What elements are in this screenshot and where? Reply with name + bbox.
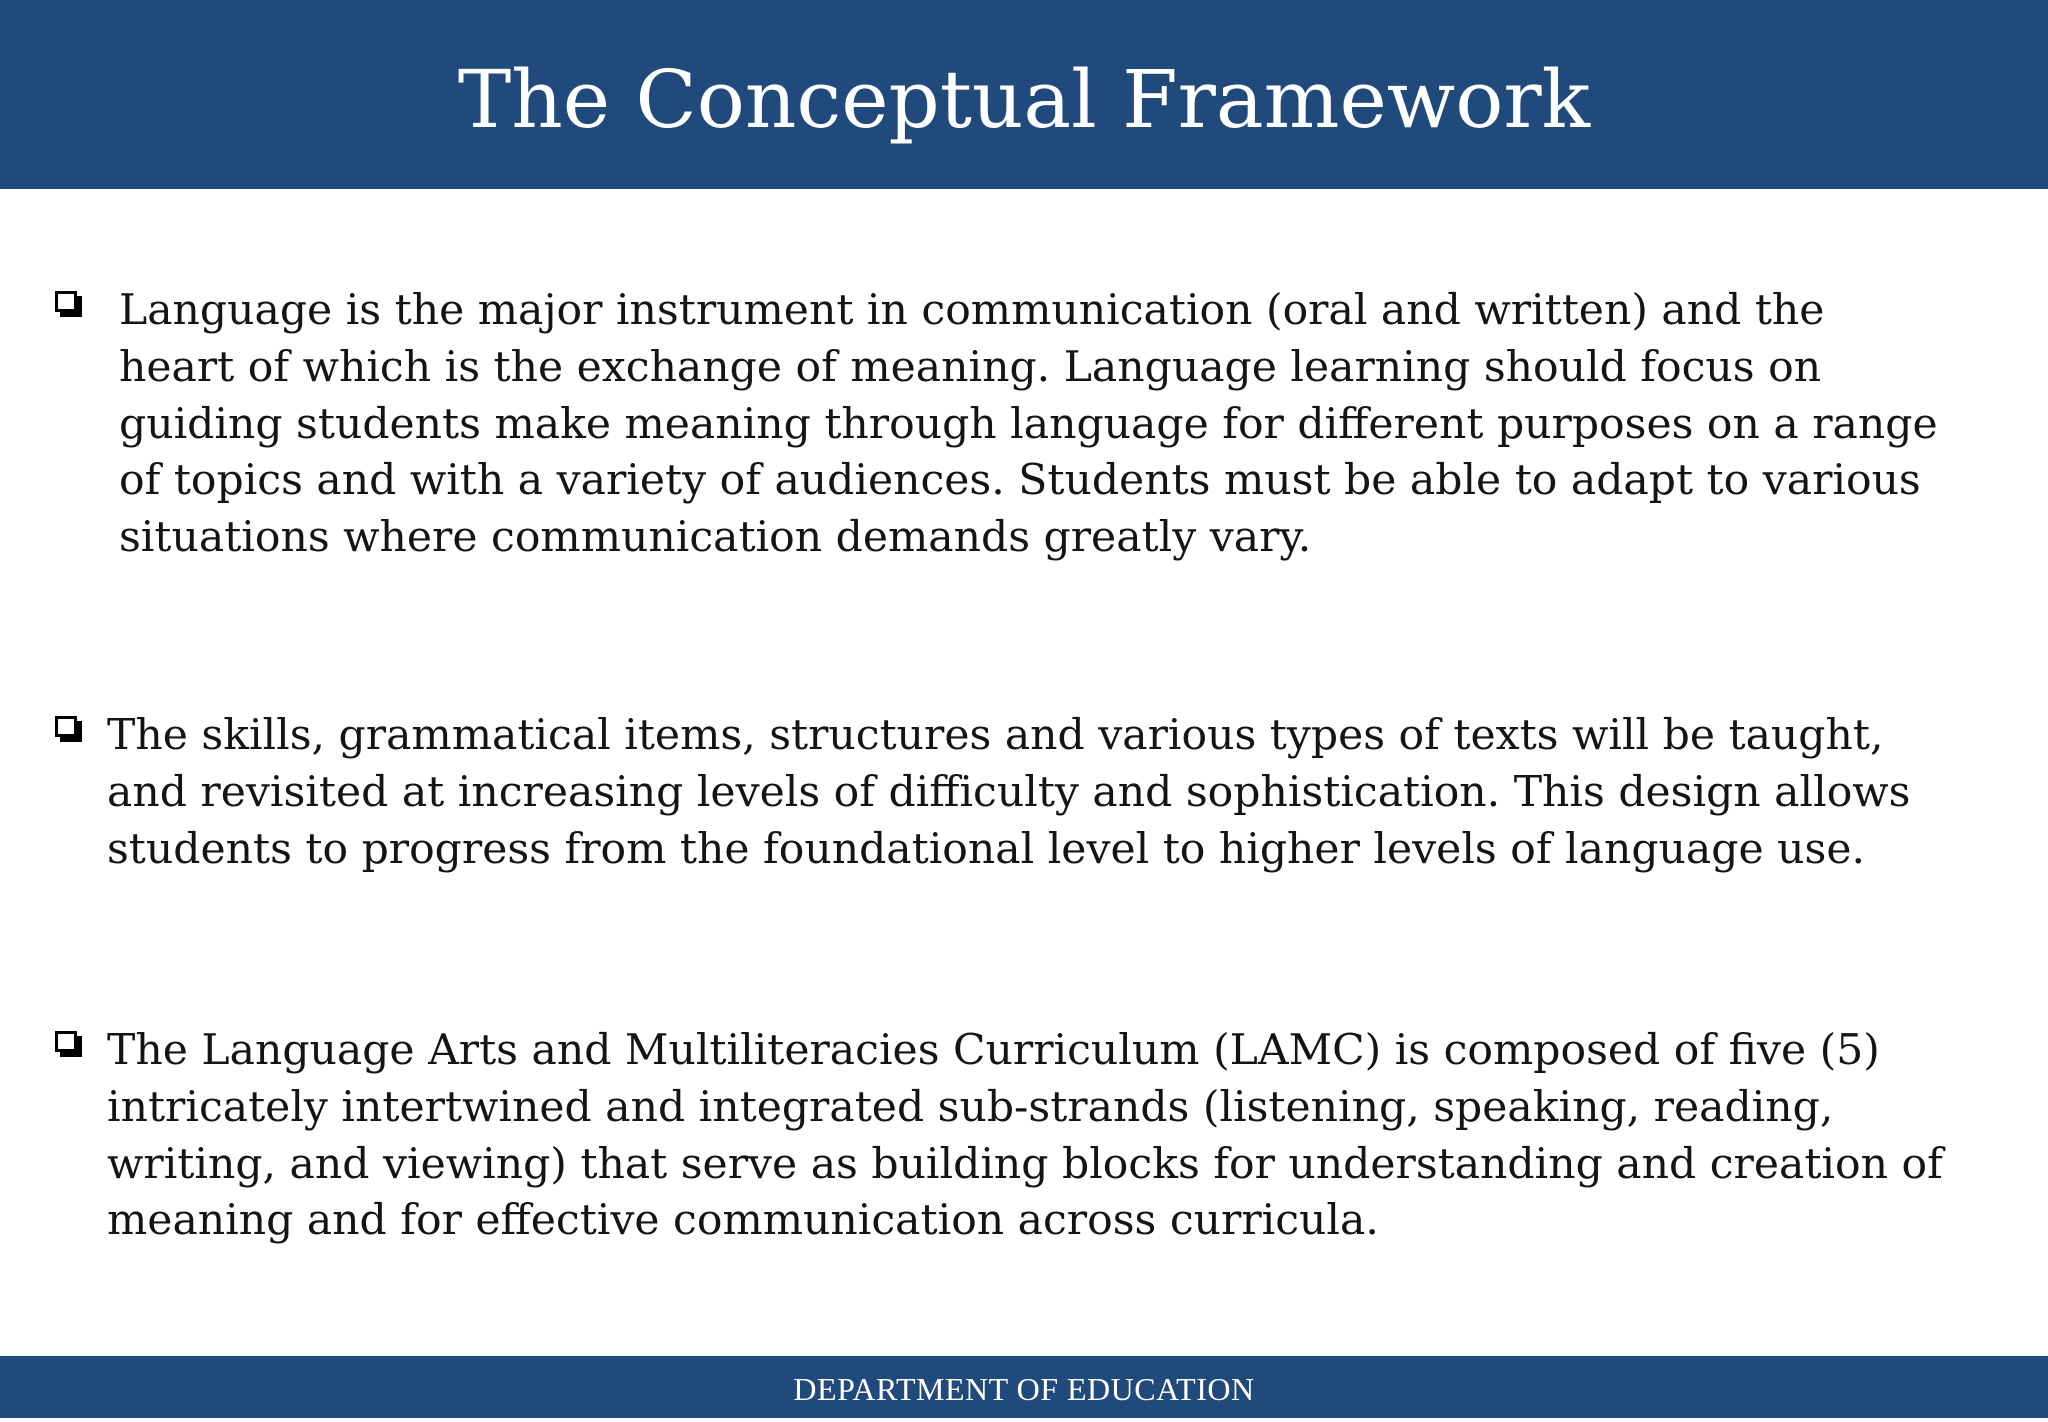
footer-banner (0, 1356, 2048, 1418)
bullet-text-1: Language is the major instrument in communication (oral and written) and the heart of which is the exchange of meaning. Language learning should focus on guiding students make meaning through language for different purposes on a range of topics and with a variety of audiences. Students must be able to adapt to various situations where communication demands greatly vary. (119, 286, 1938, 563)
checkbox-icon (55, 291, 82, 317)
footer-label: DEPARTMENT OF EDUCATION (793, 1371, 1255, 1407)
checkbox-icon (55, 1031, 82, 1057)
title-banner (0, 0, 2048, 189)
page-title: The Conceptual Framework (457, 53, 1591, 146)
checkbox-icon (55, 716, 82, 742)
bullet-text-2: The skills, grammatical items, structures and various types of texts will be taught, and revisited at increasing levels of difficulty and sophistication. This design allows students to progress from the foundational level to higher levels of language use. (107, 711, 1911, 874)
bullet-text-3: The Language Arts and Multiliteracies Curriculum (LAMC) is composed of five (5) intricately intertwined and integrated sub-strands (listening, speaking, reading, writing, and viewing) that serve as building blocks for understanding and creation of meaning and for effective communication across curricula. (107, 1026, 1943, 1246)
